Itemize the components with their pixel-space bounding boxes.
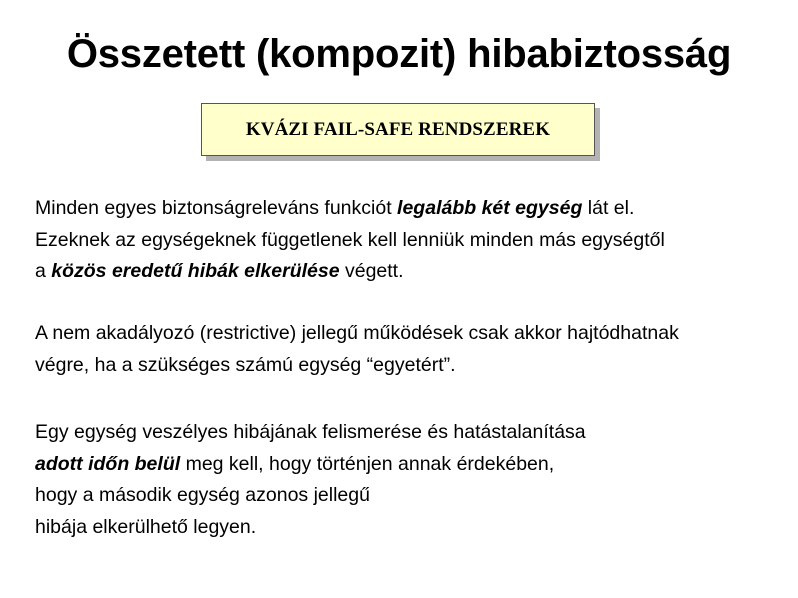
paragraph-line: A nem akadályozó (restrictive) jellegű működések csak akkor hajtódhatnak: [35, 322, 679, 344]
paragraph-line: Ezeknek az egységeknek függetlenek kell lenniük minden más egységtől: [35, 228, 665, 251]
text-run: lát el.: [582, 197, 635, 219]
slide-title: Összetett (kompozit) hibabiztosság: [66, 32, 732, 76]
banner-label: KVÁZI FAIL-SAFE RENDSZEREK: [245, 118, 551, 140]
paragraph-line: hogy a második egység azonos jellegű: [35, 484, 370, 506]
paragraph-restrictive: [35, 318, 679, 381]
text-run: meg kell, hogy történjen annak érdekében,: [180, 452, 555, 475]
emphasis-text: adott időn belül: [35, 452, 181, 475]
paragraph-line: [35, 193, 665, 225]
paragraph-line: [35, 256, 665, 288]
text-run: Minden egyes biztonságreleváns funkciót: [35, 197, 398, 219]
paragraph-line: Egy egység veszélyes hibájának felismerése és hatástalanítása: [35, 421, 586, 443]
emphasis-text: közös eredetű hibák elkerülése: [51, 260, 340, 282]
paragraph-line: [35, 449, 586, 481]
text-run: végett.: [339, 260, 404, 282]
text-run: a: [35, 260, 52, 282]
paragraph-line: végre, ha a szükséges számú egység “egyetért”.: [35, 353, 456, 376]
paragraph-redundancy: [35, 193, 665, 288]
paragraph-line: hibája elkerülhető legyen.: [35, 515, 257, 538]
emphasis-text: legalább két egység: [397, 197, 583, 219]
paragraph-fault-detection: [35, 417, 586, 543]
section-banner: [201, 103, 595, 156]
